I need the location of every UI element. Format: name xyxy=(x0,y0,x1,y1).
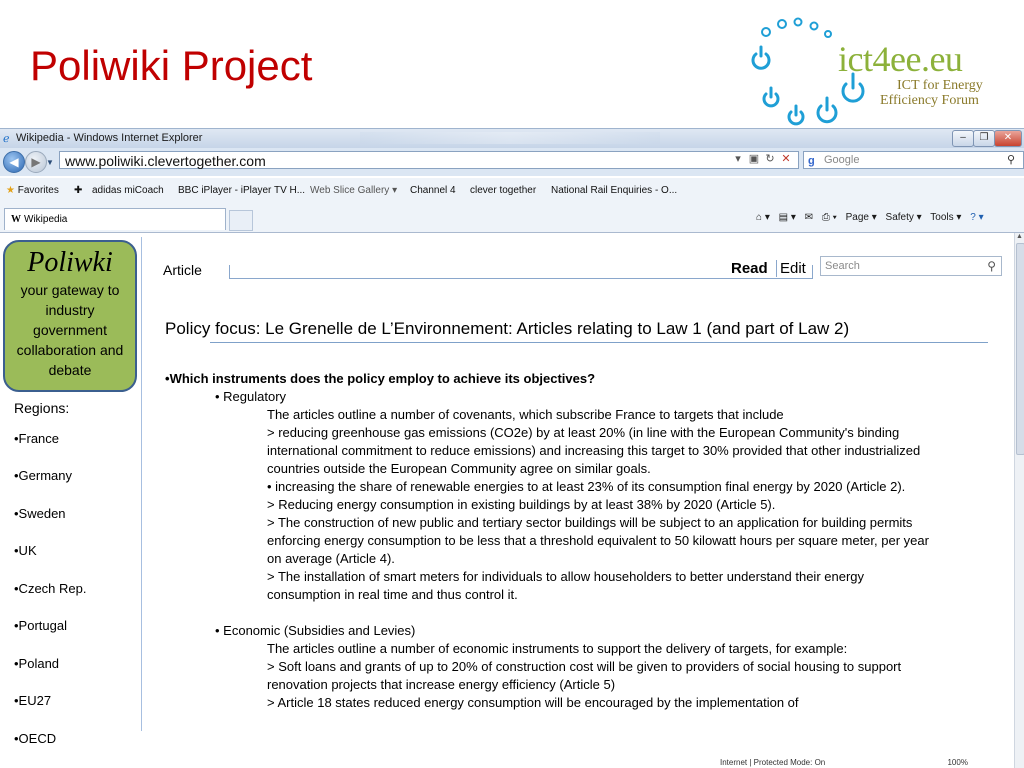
region-link-germany[interactable]: •Germany xyxy=(14,468,73,483)
tab-wikipedia[interactable]: W Wikipedia xyxy=(4,208,226,230)
region-link-portugal[interactable]: •Portugal xyxy=(14,618,67,633)
body-paragraph: > Reducing energy consumption in existing buildings by at least 38% by 2020 (Article 5). xyxy=(267,497,776,512)
power-icon xyxy=(764,88,778,106)
command-bar xyxy=(756,212,990,223)
feeds-icon[interactable]: ▤ ▾ xyxy=(778,212,796,223)
window-title: Wikipedia - Windows Internet Explorer xyxy=(16,132,203,144)
body-paragraph: > Soft loans and grants of up to 20% of construction cost will be given to providers of social housing to support renovation projects that increase energy efficiency (Article 5) xyxy=(267,659,902,692)
power-icon xyxy=(789,106,803,124)
body-paragraph: • increasing the share of renewable energies to at least 23% of its consumption final energy by 2020 (Article 2). xyxy=(267,479,906,494)
body-paragraph: The articles outline a number of economic instruments to support the delivery of targets, for example: xyxy=(267,641,848,656)
region-link-eu27[interactable]: •EU27 xyxy=(14,693,52,708)
dropdown-icon[interactable]: ▾ xyxy=(735,153,741,165)
region-link-czech[interactable]: •Czech Rep. xyxy=(14,581,87,596)
page-search-placeholder: Search xyxy=(825,260,860,272)
address-field[interactable]: www.poliwiki.clevertogether.com xyxy=(59,151,799,169)
article-heading: Policy focus: Le Grenelle de L’Environnement: Articles relating to Law 1 (and part of Law 2) xyxy=(165,319,850,338)
zoom-level[interactable]: 100% xyxy=(947,758,968,767)
region-link-oecd[interactable]: •OECD xyxy=(14,731,57,746)
tab-read[interactable]: Read xyxy=(731,260,768,277)
google-icon: g xyxy=(808,155,815,167)
favorites-button[interactable]: ★ Favorites xyxy=(6,185,59,196)
wikipedia-icon: W xyxy=(11,214,21,225)
region-link-uk[interactable]: •UK xyxy=(14,543,37,558)
tools-menu[interactable]: Tools ▾ xyxy=(930,212,962,223)
tab-article[interactable]: Article xyxy=(163,262,202,278)
scroll-thumb[interactable] xyxy=(1016,243,1024,455)
body-paragraph: > The construction of new public and tertiary sector buildings will be subject to an application for building permits enforcing energy consumption to be less that a threshold equivalent to 50 kilowatt hours per square meter, per year on average (Article 4). xyxy=(267,515,929,566)
close-button[interactable]: ✕ xyxy=(994,130,1022,147)
region-link-poland[interactable]: •Poland xyxy=(14,656,60,671)
window-titlebar xyxy=(0,128,1024,148)
status-bar xyxy=(700,758,1014,768)
address-tools xyxy=(730,152,794,165)
home-icon[interactable]: ⌂ ▾ xyxy=(756,212,770,223)
power-icon xyxy=(753,47,769,68)
sidebar-divider xyxy=(141,237,142,731)
search-box[interactable] xyxy=(803,151,1024,169)
favorites-bar xyxy=(0,178,1024,205)
forward-button[interactable]: ▶ xyxy=(25,151,47,173)
back-button[interactable]: ◀ xyxy=(3,151,25,173)
favorite-item[interactable]: Channel 4 xyxy=(410,185,456,196)
body-paragraph: > The installation of smart meters for individuals to allow householders to better understand their energy consumption in real time and thus control it. xyxy=(267,569,865,602)
favorite-item[interactable]: BBC iPlayer - iPlayer TV H... xyxy=(178,185,306,196)
article-body xyxy=(165,370,935,712)
status-text: Internet | Protected Mode: On xyxy=(720,758,826,767)
stop-icon[interactable]: ✕ xyxy=(781,153,791,165)
search-icon[interactable]: ⚲ xyxy=(1006,154,1015,166)
region-link-sweden[interactable]: •Sweden xyxy=(14,506,66,521)
scrollbar[interactable] xyxy=(1014,233,1024,768)
regions-label: Regions: xyxy=(14,400,70,416)
print-icon[interactable]: ⎙ ▾ xyxy=(821,212,837,223)
favorite-item[interactable]: Web Slice Gallery ▾ xyxy=(310,185,398,196)
tab-edit[interactable]: Edit xyxy=(776,260,806,277)
page-menu[interactable]: Page ▾ xyxy=(845,212,877,223)
body-paragraph: The articles outline a number of covenants, which subscribe France to targets that include xyxy=(267,407,784,422)
economic-heading: • Economic (Subsidies and Levies) xyxy=(215,623,416,638)
logo-subtitle-2: Efficiency Forum xyxy=(880,93,979,108)
region-link-france[interactable]: •France xyxy=(14,431,60,446)
star-icon: ★ xyxy=(6,185,15,196)
page-search-input[interactable] xyxy=(820,256,1002,276)
question-line: •Which instruments does the policy employ to achieve its objectives? xyxy=(165,371,596,386)
logo-subtitle-1: ICT for Energy xyxy=(897,78,983,93)
heading-divider xyxy=(210,342,988,343)
new-tab-button[interactable] xyxy=(229,210,253,231)
favorite-item[interactable]: National Rail Enquiries - O... xyxy=(551,185,678,196)
poliwiki-logo-box xyxy=(3,240,137,392)
tab-underline xyxy=(229,265,813,279)
favorite-item[interactable]: adidas miCoach xyxy=(92,185,164,196)
safety-menu[interactable]: Safety ▾ xyxy=(885,212,922,223)
poliwiki-brand: Poliwki xyxy=(27,247,113,278)
compatibility-icon[interactable]: ▣ xyxy=(748,153,760,165)
tab-row xyxy=(0,204,1024,233)
minimize-button[interactable]: – xyxy=(952,130,974,147)
power-icon xyxy=(818,98,836,122)
add-favorite-icon[interactable]: ✚ xyxy=(74,185,83,196)
ie-icon: ℯ xyxy=(3,133,10,145)
refresh-icon[interactable]: ↻ xyxy=(765,153,775,165)
logo-name: ict4ee.eu xyxy=(838,39,963,79)
maximize-button[interactable]: ❐ xyxy=(973,130,995,147)
regulatory-heading: • Regulatory xyxy=(215,389,287,404)
history-dropdown-icon[interactable]: ▼ xyxy=(46,158,54,167)
search-placeholder: Google xyxy=(824,154,860,166)
spacer xyxy=(165,604,935,622)
poliwiki-tagline: your gateway to industry government collaboration and debate xyxy=(16,282,124,378)
help-icon[interactable]: ? ▾ xyxy=(970,212,984,223)
body-paragraph: > Article 18 states reduced energy consumption will be encouraged by the implementation of xyxy=(267,695,799,710)
titlebar-ghost xyxy=(360,132,660,144)
slide-title: Poliwiki Project xyxy=(30,42,313,89)
scroll-up-icon[interactable]: ▲ xyxy=(1016,233,1023,240)
mail-icon[interactable]: ✉ xyxy=(804,212,814,223)
favorite-item[interactable]: clever together xyxy=(470,185,537,196)
body-paragraph: > reducing greenhouse gas emissions (CO2e) by at least 20% (in line with the European Community's binding international commitment to reduce emissions) and increasing this target to 30% provided that other industrialized countries outside the European Community agree on similar goals. xyxy=(267,425,921,476)
address-bar-row xyxy=(0,148,1024,176)
search-icon[interactable]: ⚲ xyxy=(987,259,996,273)
